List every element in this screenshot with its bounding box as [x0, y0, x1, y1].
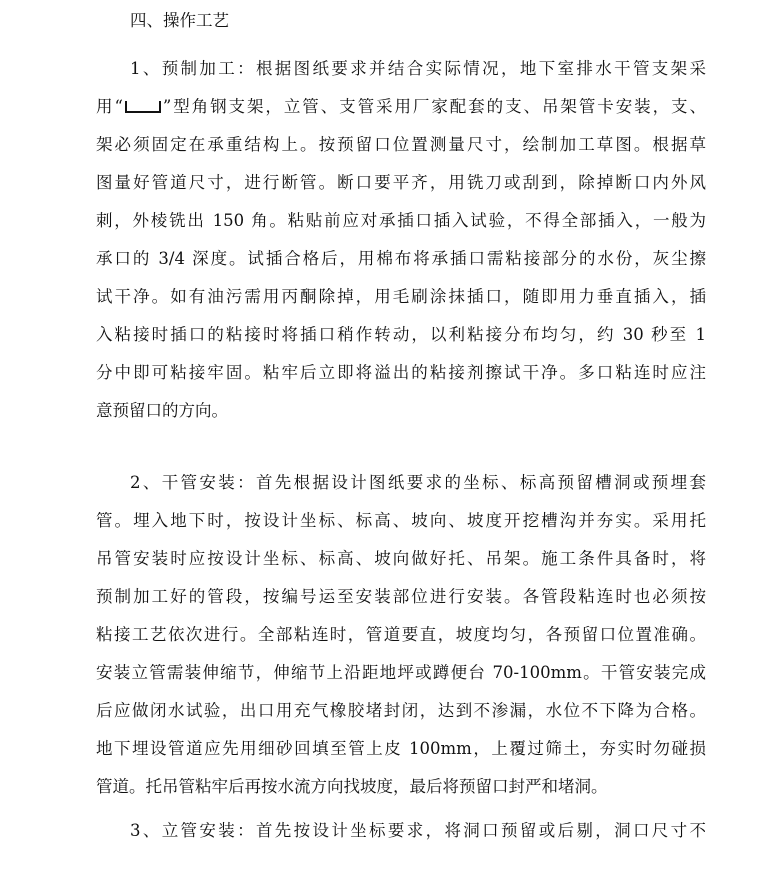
p2-line-7: 后应做闭水试验，出口用充气橡胶堵封闭，达到不渗漏，水位不下降为合格。: [96, 701, 706, 720]
angle-steel-bracket-icon: [125, 101, 161, 113]
p1-line-2-pre: 用“: [96, 97, 123, 116]
p1-line-5: 刺，外棱铣出 150 角。粘贴前应对承插口插入试验，不得全部插入，一般为: [96, 211, 706, 230]
section-heading: 四、操作工艺: [130, 11, 229, 30]
p1-line-7: 试干净。如有油污需用丙酮除掉，用毛刷涂抹插口，随即用力垂直插入，插: [96, 287, 706, 306]
p1-line-2: [96, 94, 706, 120]
p2-line-9: 管道。托吊管粘牢后再按水流方向找坡度，最后将预留口封严和堵洞。: [96, 777, 608, 796]
p1-line-1: 1、预制加工：根据图纸要求并结合实际情况，地下室排水干管支架采: [130, 59, 706, 78]
p1-line-9: 分中即可粘接牢固。粘牢后立即将溢出的粘接剂擦试干净。多口粘连时应注: [96, 363, 706, 382]
p1-line-8: 入粘接时插口的粘接时将插口稍作转动，以利粘接分布均匀，约 30 秒至 1: [96, 325, 706, 344]
p2-line-3: 吊管安装时应按设计坐标、标高、坡向做好托、吊架。施工条件具备时，将: [96, 549, 706, 568]
p1-line-6: 承口的 3/4 深度。试插合格后，用棉布将承插口需粘接部分的水份，灰尘擦: [96, 249, 706, 268]
p2-line-4: 预制加工好的管段，按编号运至安装部位进行安装。各管段粘连时也必须按: [96, 587, 706, 606]
p1-line-4: 图量好管道尺寸，进行断管。断口要平齐，用铣刀或刮到，除掉断口内外风: [96, 173, 706, 192]
p1-line-3: 架必须固定在承重结构上。按预留口位置测量尺寸，绘制加工草图。根据草: [96, 135, 706, 154]
p2-line-6: 安装立管需装伸缩节，伸缩节上沿距地坪或蹲便台 70-100mm。干管安装完成: [96, 663, 706, 682]
p1-line-2-post: ”型角钢支架，立管、支管采用厂家配套的支、吊架管卡安装，支、: [162, 97, 706, 116]
p2-line-2: 管。埋入地下时，按设计坐标、标高、坡向、坡度开挖槽沟并夯实。采用托: [96, 511, 706, 530]
p2-line-5: 粘接工艺依次进行。全部粘连时，管道要直，坡度均匀，各预留口位置准确。: [96, 625, 706, 644]
p2-line-8: 地下埋设管道应先用细砂回填至管上皮 100mm，上覆过筛土，夯实时勿碰损: [96, 739, 706, 758]
p1-line-10: 意预留口的方向。: [96, 401, 228, 420]
p3-line-1: 3、立管安装：首先按设计坐标要求，将洞口预留或后剔，洞口尺寸不: [130, 821, 706, 840]
p2-line-1: 2、干管安装：首先根据设计图纸要求的坐标、标高预留槽洞或预埋套: [130, 473, 706, 492]
